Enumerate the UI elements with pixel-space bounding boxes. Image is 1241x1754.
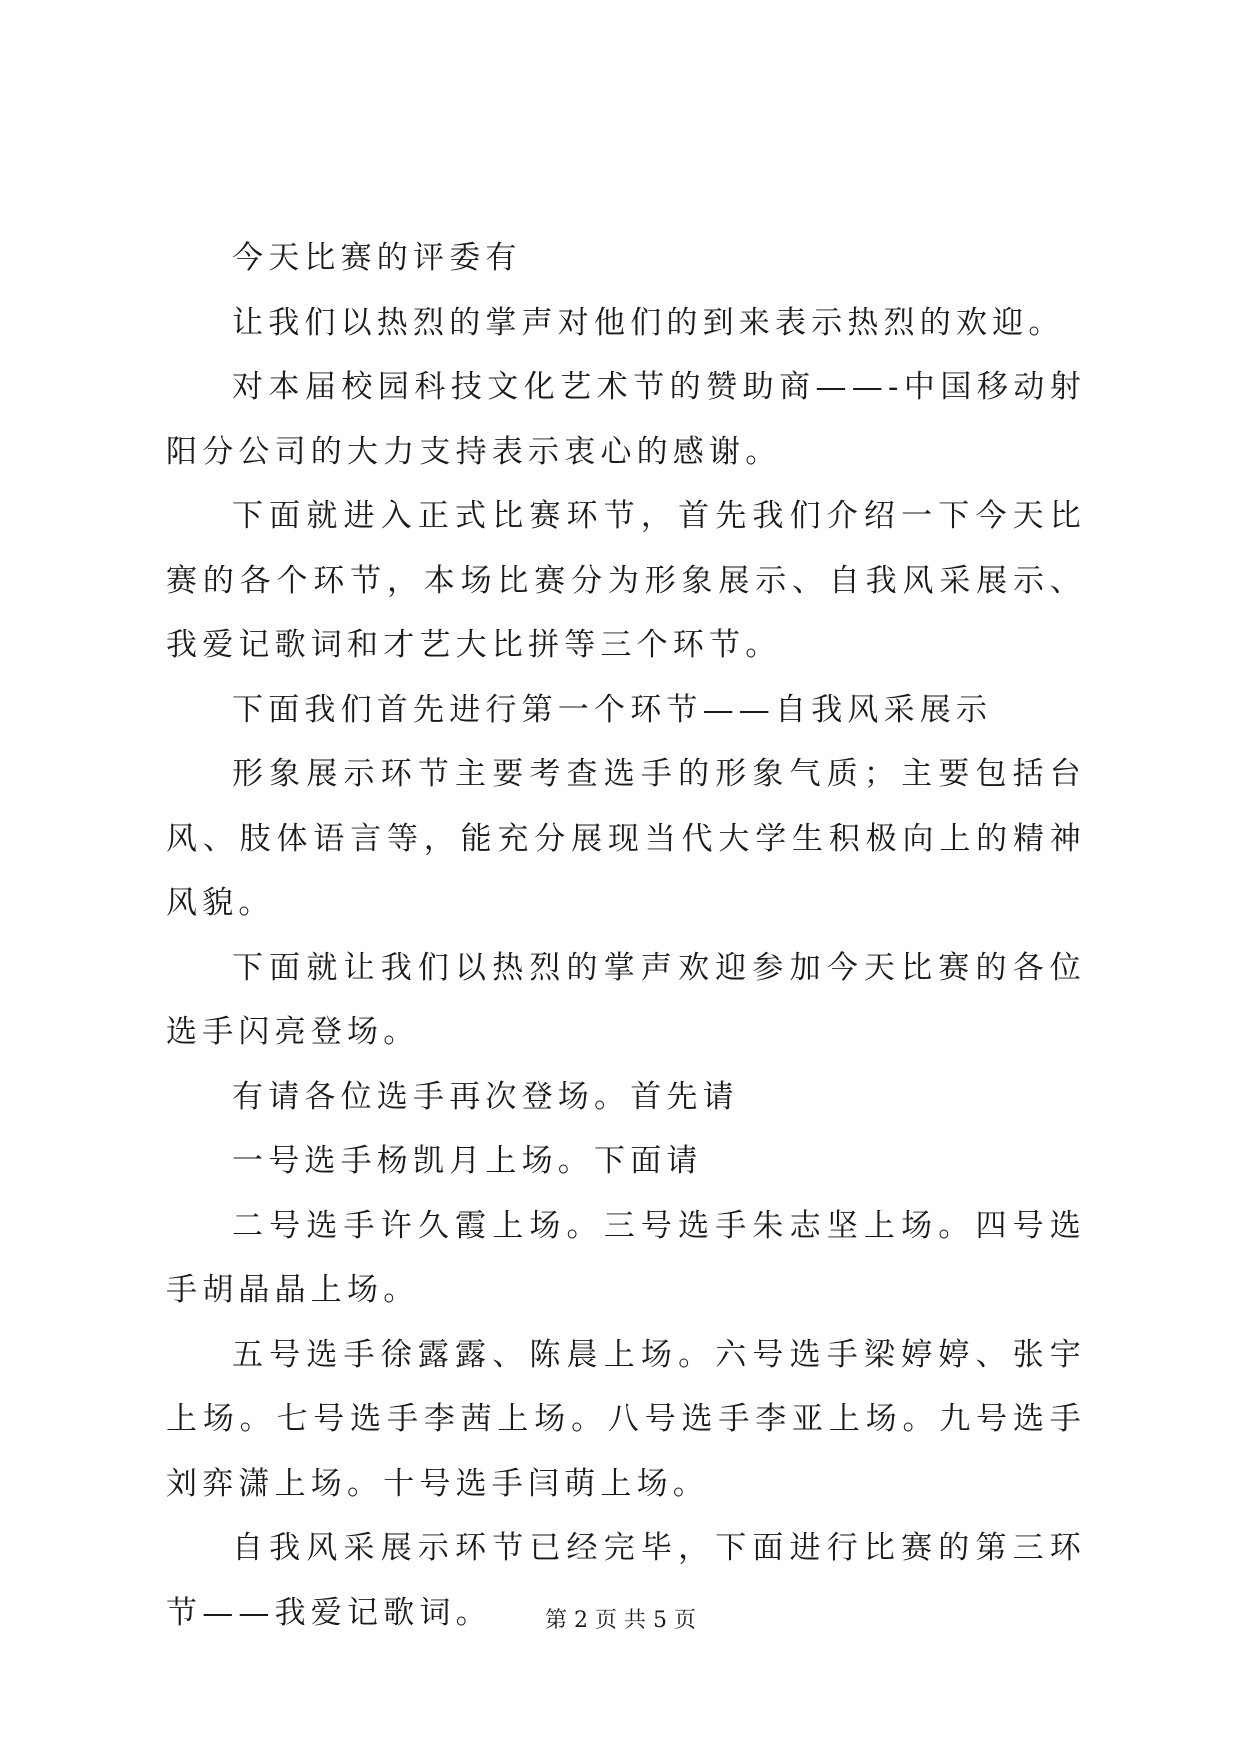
- paragraph-first-section: 下面我们首先进行第一个环节——自我风采展示: [232, 691, 993, 728]
- paragraph-next-section: 自我风采展示环节已经完毕，下面进行比赛的第三环节——我爱记歌词。: [166, 1530, 1086, 1631]
- document-body: [166, 226, 1086, 1645]
- page-number-footer: 第 2 页 共 5 页: [545, 1608, 696, 1633]
- paragraph-image-display: 形象展示环节主要考查选手的形象气质；主要包括台风、肢体语言等，能充分展现当代大学生积极向上的精神风貌。: [166, 756, 1086, 921]
- paragraph-invite: 有请各位选手再次登场。首先请: [232, 1078, 739, 1115]
- paragraph-contestants-2-4: 二号选手许久霞上场。三号选手朱志坚上场。四号选手胡晶晶上场。: [166, 1207, 1086, 1308]
- paragraph-contestant-1: 一号选手杨凯月上场。下面请: [232, 1143, 703, 1179]
- paragraph-judges: 今天比赛的评委有: [232, 240, 522, 276]
- paragraph-sponsor: 对本届校园科技文化艺术节的赞助商——-中国移动射阳分公司的大力支持表示衷心的感谢。: [166, 369, 1086, 470]
- paragraph-welcome: 让我们以热烈的掌声对他们的到来表示热烈的欢迎。: [232, 304, 1065, 341]
- paragraph-sections-intro: 下面就进入正式比赛环节，首先我们介绍一下今天比赛的各个环节，本场比赛分为形象展示、自我风采展示、我爱记歌词和才艺大比拼等三个环节。: [166, 498, 1086, 663]
- paragraph-contestants-5-10: 五号选手徐露露、陈晨上场。六号选手梁婷婷、张宇上场。七号选手李茜上场。八号选手李亚上场。九号选手刘弈潇上场。十号选手闫萌上场。: [166, 1336, 1086, 1502]
- paragraph-contestants-entrance: 下面就让我们以热烈的掌声欢迎参加今天比赛的各位选手闪亮登场。: [166, 949, 1086, 1050]
